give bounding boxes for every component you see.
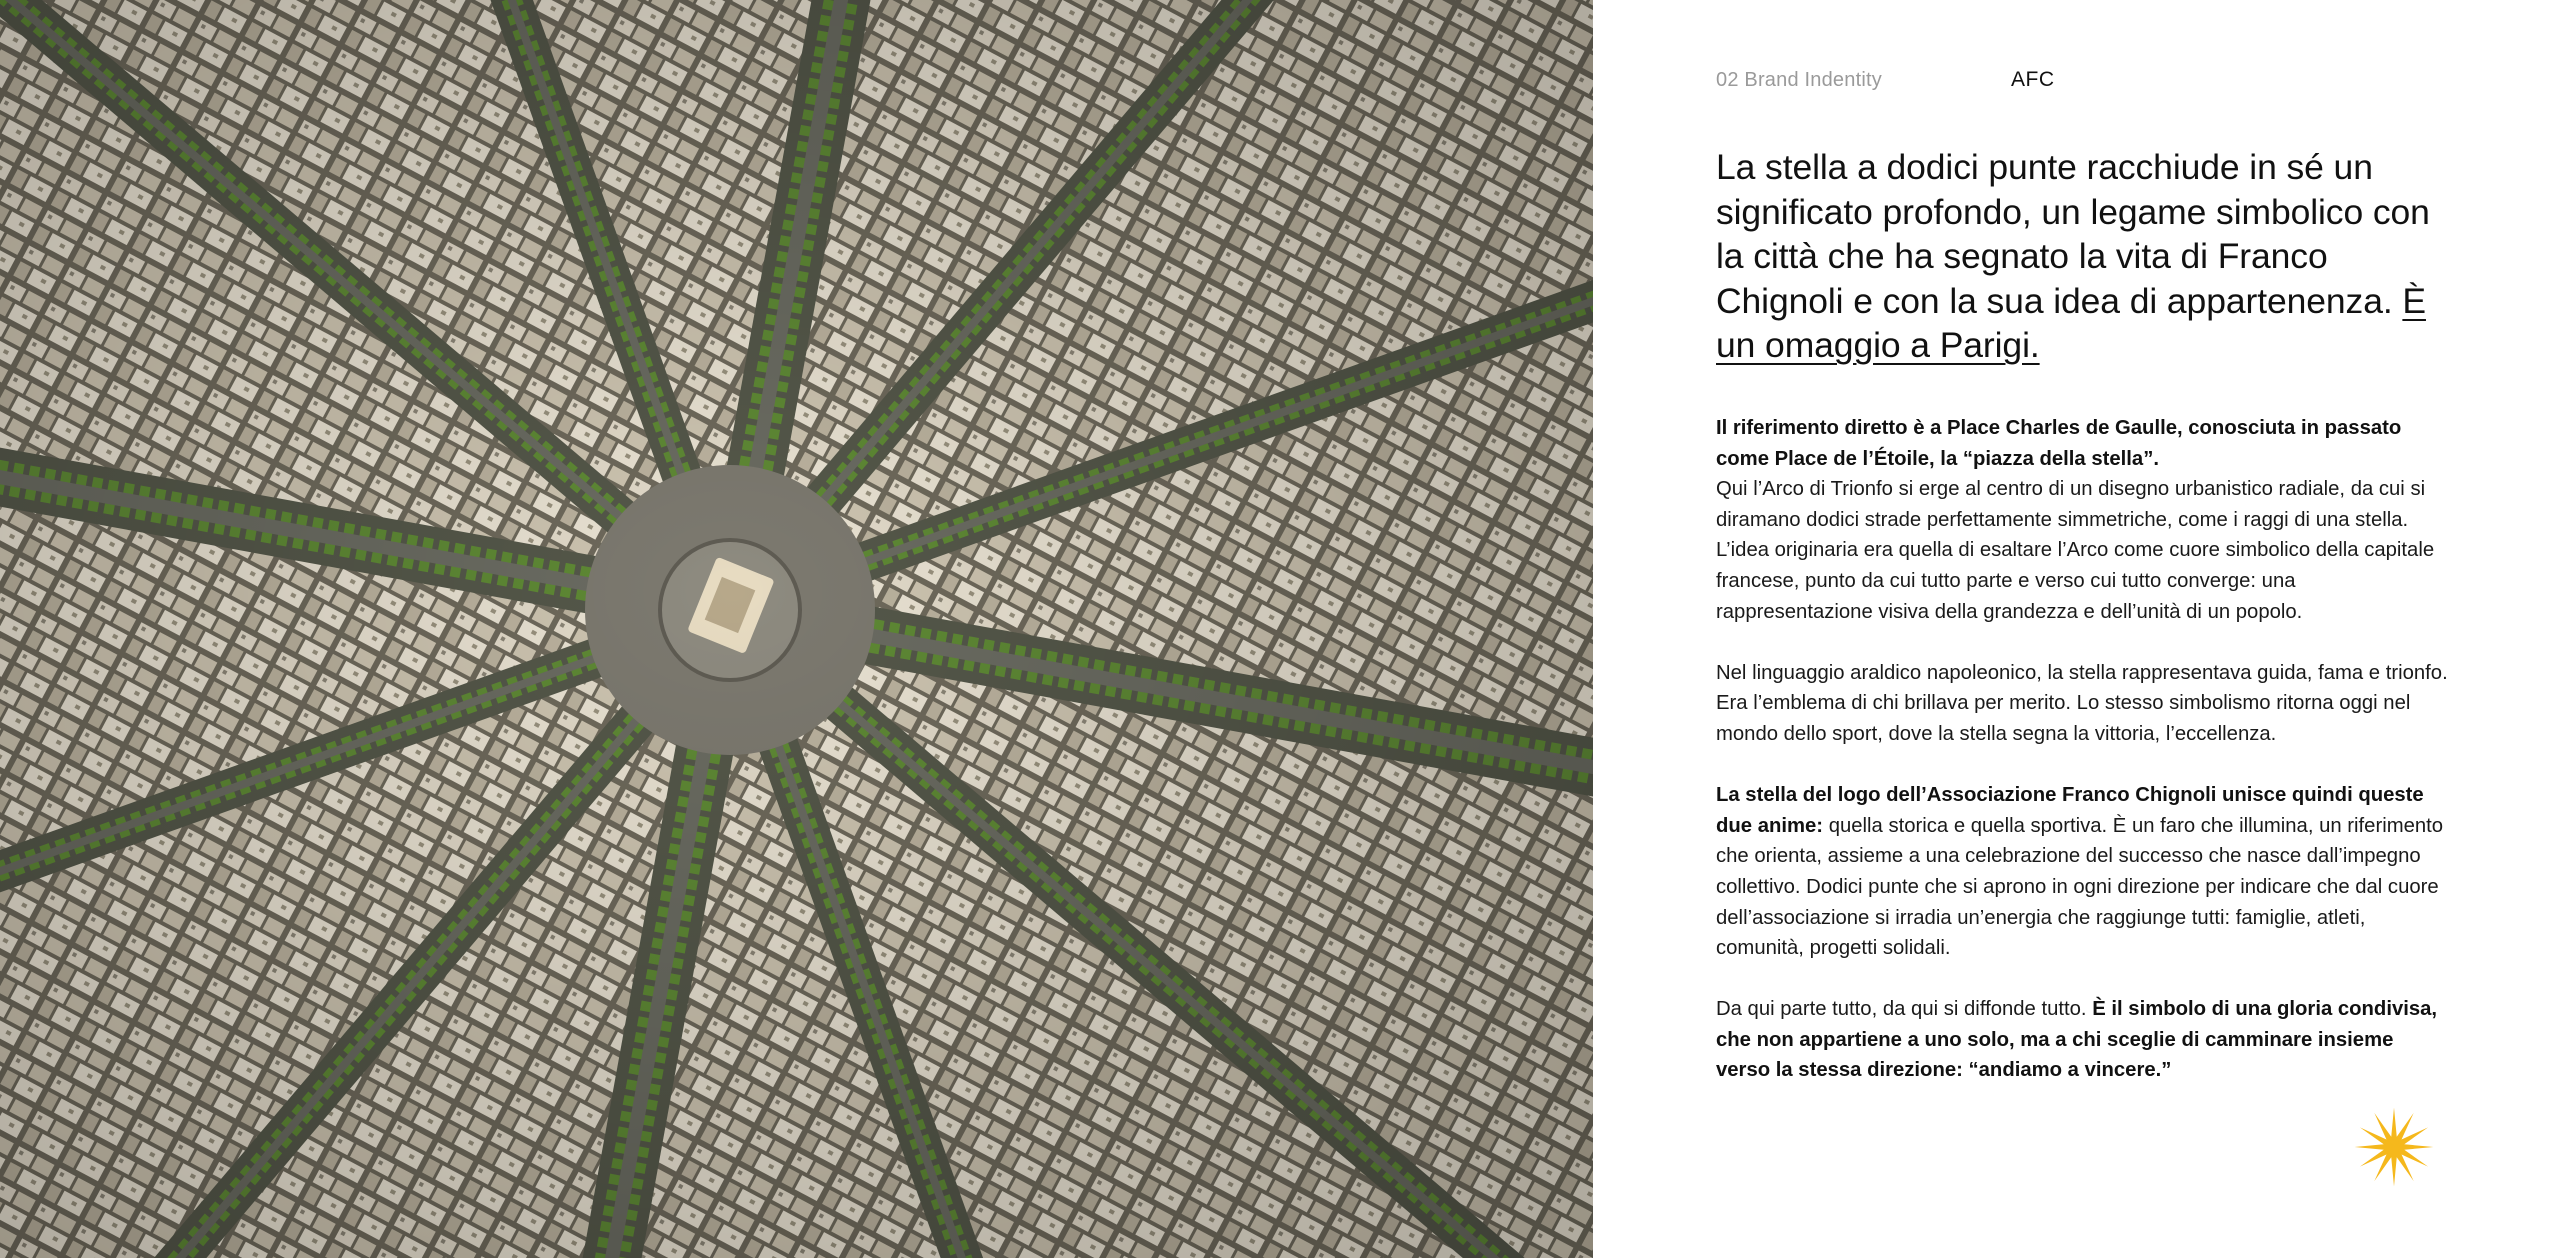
paragraph-2-text: Nel linguaggio araldico napoleonico, la stella rappresentava guida, fama e trionfo. Era l’emblema di chi brillava per merito. Lo stesso simbolismo ritorna oggi nel mondo dello sport, dove la stella segna la vittoria, l’eccellenza. bbox=[1716, 661, 2448, 745]
paragraph-3-bold: La stella del logo dell’Associazione Franco Chignoli unisce quindi queste due anime: bbox=[1716, 784, 2424, 837]
paragraph-4-text: Da qui parte tutto, da qui si diffonde tutto. bbox=[1716, 998, 2093, 1021]
brand-abbreviation: AFC bbox=[2011, 68, 2055, 91]
paragraph-1-bold: Il riferimento diretto è a Place Charles de Gaulle, conosciuta in passato come Place de l’Étoile, la “piazza della stella”. bbox=[1716, 417, 2402, 470]
lead-link[interactable]: È un omaggio a Parigi. bbox=[1716, 280, 2426, 365]
paragraph-1-text: Qui l’Arco di Trionfo si erge al centro di un disegno urbanistico radiale, da cui si diramano dodici strade perfettamente simmetriche, come i raggi di una stella. L’idea originaria era quella di esaltare l’Arco come cuore simbolico della capitale francese, punto da cui tutto parte e verso cui tutto converge: una rappresentazione visiva della grandezza e dell’unità di un popolo. bbox=[1716, 478, 2435, 623]
page-header bbox=[1716, 68, 2055, 92]
body-paragraph-4 bbox=[1716, 994, 2451, 1086]
lead-text: La stella a dodici punte racchiude in sé un significato profondo, un legame simbolico con la città che ha segnato la vita di Franco Chignoli e con la sua idea di appartenenza. bbox=[1716, 147, 2430, 321]
paragraph-3-text: quella storica e quella sportiva. È un faro che illumina, un riferimento che orienta, assieme a una celebrazione del successo che nasce dall’impegno collettivo. Dodici punte che si aprono in ogni direzione per indicare che dal cuore dell’associazione si irradia un’energia che raggiunge tutti: famiglie, atleti, comunità, progetti solidali. bbox=[1716, 814, 2444, 960]
lead-paragraph bbox=[1716, 145, 2456, 368]
section-label: 02 Brand Indentity bbox=[1716, 69, 1882, 91]
body-text bbox=[1716, 413, 2451, 1117]
body-paragraph-2 bbox=[1716, 658, 2451, 750]
twelve-point-star-icon bbox=[2353, 1106, 2435, 1188]
paragraph-4-bold: È il simbolo di una gloria condivisa, che non appartiene a uno solo, ma a chi sceglie di camminare insieme verso la stessa direzione: “andiamo a vincere.” bbox=[1716, 998, 2438, 1082]
body-paragraph-1 bbox=[1716, 413, 2451, 627]
body-paragraph-3 bbox=[1716, 780, 2451, 964]
text-page bbox=[1593, 0, 2560, 1258]
